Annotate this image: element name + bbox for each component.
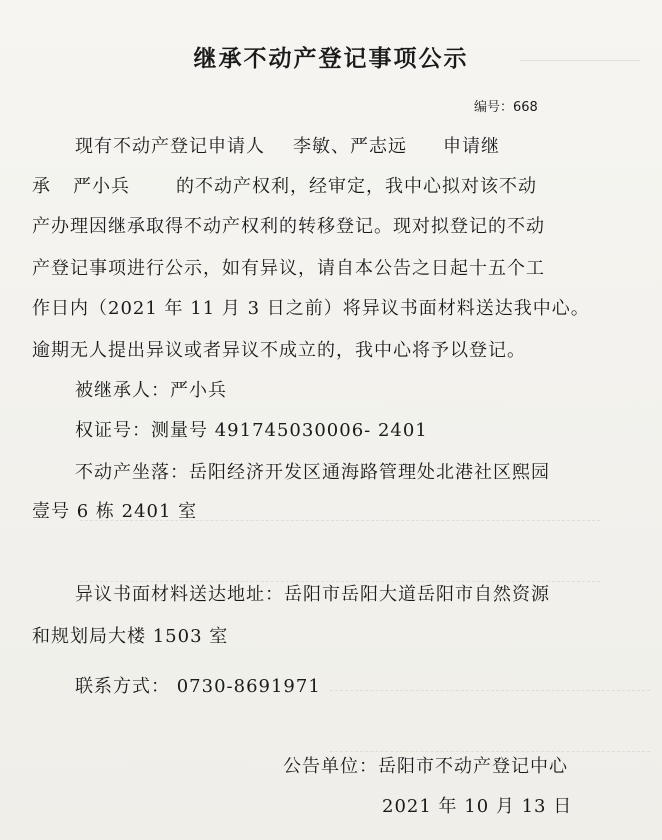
body-line-3: 产办理因继承取得不动产权利的转移登记。现对拟登记的不动 (32, 216, 545, 237)
document-number: 编号：668 (474, 100, 538, 115)
contact-field: 联系方式： 0730-8691971 (75, 676, 321, 697)
body-line-1: 现有不动产登记申请人 李敏、严志远 申请继 (75, 136, 500, 157)
objection-address-field-cont: 和规划局大楼 1503 室 (32, 626, 229, 647)
objection-address-field: 异议书面材料送达地址：岳阳市岳阳大道岳阳市自然资源 (75, 584, 550, 605)
page-title: 继承不动产登记事项公示 (193, 46, 469, 72)
location-field: 不动产坐落：岳阳经济开发区通海路管理处北港社区熙园 (75, 462, 550, 483)
certificate-field: 权证号：测量号 491745030006- 2401 (75, 420, 428, 441)
decedent-name: 严小兵 (73, 176, 130, 197)
decedent-field: 被继承人：严小兵 (75, 380, 227, 401)
issue-date: 2021 年 10 月 13 日 (382, 796, 573, 817)
body-line-6: 逾期无人提出异议或者异议不成立的，我中心将予以登记。 (32, 340, 526, 361)
location-field-cont: 壹号 6 栋 2401 室 (32, 501, 198, 522)
body-line-4: 产登记事项进行公示，如有异议，请自本公告之日起十五个工 (32, 258, 545, 279)
applicant-names: 李敏、严志远 (293, 136, 407, 157)
bleed-through-mark (330, 690, 650, 752)
issuing-unit: 公告单位：岳阳市不动产登记中心 (283, 756, 568, 777)
body-line-2: 承 严小兵 的不动产权利，经审定，我中心拟对该不动 (32, 176, 537, 197)
body-line-5: 作日内（2021 年 11 月 3 日之前）将异议书面材料送达我中心。 (32, 298, 590, 319)
bleed-through-mark (80, 520, 600, 582)
